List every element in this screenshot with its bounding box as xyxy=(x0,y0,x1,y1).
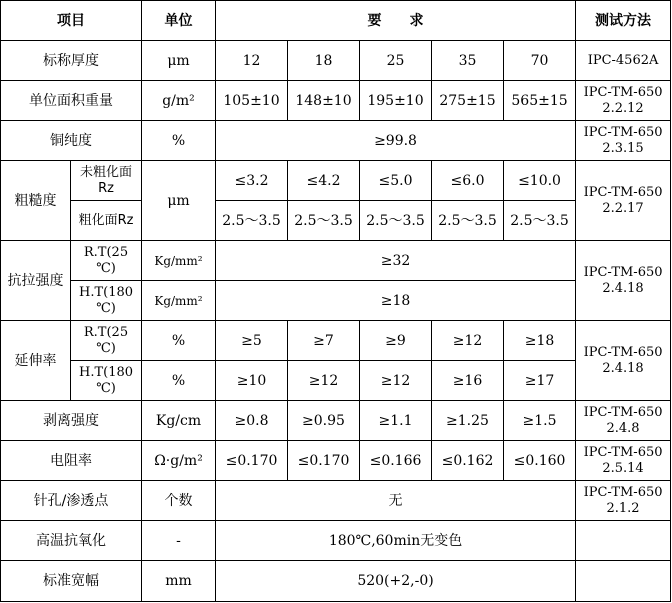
tensile-label: 抗拉强度 xyxy=(1,241,71,321)
oxidation-method xyxy=(576,521,671,561)
peel-value: ≥1.25 xyxy=(432,401,504,441)
table-row xyxy=(1,561,671,602)
area-weight-method: IPC-TM-650 2.2.12 xyxy=(576,81,671,121)
pinhole-value: 无 xyxy=(216,481,576,521)
table-row xyxy=(1,81,671,121)
roughness-treated-value: 2.5～3.5 xyxy=(504,201,576,241)
table-row xyxy=(1,161,671,201)
area-weight-value: 565±15 xyxy=(504,81,576,121)
resistivity-method: IPC-TM-650 2.5.14 xyxy=(576,441,671,481)
tensile-ht-unit: Kg/mm² xyxy=(142,281,216,321)
roughness-treated-label: 粗化面Rz xyxy=(71,201,142,241)
resistivity-label: 电阻率 xyxy=(1,441,142,481)
purity-value: ≥99.8 xyxy=(216,121,576,161)
tensile-method: IPC-TM-650 2.4.18 xyxy=(576,241,671,321)
roughness-treated-value: 2.5～3.5 xyxy=(288,201,360,241)
oxidation-value: 180℃,60min无变色 xyxy=(216,521,576,561)
area-weight-value: 275±15 xyxy=(432,81,504,121)
area-weight-value: 105±10 xyxy=(216,81,288,121)
roughness-method: IPC-TM-650 2.2.17 xyxy=(576,161,671,241)
roughness-treated-value: 2.5～3.5 xyxy=(432,201,504,241)
roughness-untreated-value: ≤4.2 xyxy=(288,161,360,201)
elongation-rt-value: ≥9 xyxy=(360,321,432,361)
resistivity-value: ≤0.166 xyxy=(360,441,432,481)
resistivity-unit: Ω·g/m² xyxy=(142,441,216,481)
table-row xyxy=(1,321,671,361)
header-row xyxy=(1,1,671,41)
table-row xyxy=(1,281,671,321)
resistivity-value: ≤0.170 xyxy=(288,441,360,481)
thickness-value: 18 xyxy=(288,41,360,81)
resistivity-value: ≤0.160 xyxy=(504,441,576,481)
peel-value: ≥1.5 xyxy=(504,401,576,441)
width-unit: mm xyxy=(142,561,216,602)
resistivity-value: ≤0.170 xyxy=(216,441,288,481)
width-label: 标准宽幅 xyxy=(1,561,142,602)
elongation-ht-value: ≥12 xyxy=(288,361,360,401)
resistivity-value: ≤0.162 xyxy=(432,441,504,481)
elongation-ht-value: ≥17 xyxy=(504,361,576,401)
purity-method: IPC-TM-650 2.3.15 xyxy=(576,121,671,161)
purity-label: 铜纯度 xyxy=(1,121,142,161)
oxidation-label: 高温抗氧化 xyxy=(1,521,142,561)
elongation-rt-value: ≥18 xyxy=(504,321,576,361)
elongation-rt-label: R.T(25 ℃) xyxy=(71,321,142,361)
peel-value: ≥1.1 xyxy=(360,401,432,441)
width-value: 520(+2,-0) xyxy=(216,561,576,602)
width-method xyxy=(576,561,671,602)
elongation-label: 延伸率 xyxy=(1,321,71,401)
elongation-ht-value: ≥16 xyxy=(432,361,504,401)
table-row xyxy=(1,481,671,521)
peel-value: ≥0.8 xyxy=(216,401,288,441)
elongation-ht-unit: % xyxy=(142,361,216,401)
table-row xyxy=(1,521,671,561)
tensile-ht-value: ≥18 xyxy=(216,281,576,321)
peel-label: 剥离强度 xyxy=(1,401,142,441)
thickness-value: 70 xyxy=(504,41,576,81)
area-weight-value: 195±10 xyxy=(360,81,432,121)
peel-method: IPC-TM-650 2.4.8 xyxy=(576,401,671,441)
table-row xyxy=(1,441,671,481)
thickness-label: 标称厚度 xyxy=(1,41,142,81)
peel-value: ≥0.95 xyxy=(288,401,360,441)
table-row xyxy=(1,361,671,401)
roughness-untreated-label: 未粗化面 Rz xyxy=(71,161,142,201)
area-weight-label: 单位面积重量 xyxy=(1,81,142,121)
area-weight-unit: g/m² xyxy=(142,81,216,121)
roughness-treated-value: 2.5～3.5 xyxy=(360,201,432,241)
pinhole-unit: 个数 xyxy=(142,481,216,521)
table-row xyxy=(1,241,671,281)
header-item: 项目 xyxy=(1,1,142,41)
thickness-value: 25 xyxy=(360,41,432,81)
elongation-rt-value: ≥5 xyxy=(216,321,288,361)
header-requirement: 要 求 xyxy=(216,1,576,41)
peel-unit: Kg/cm xyxy=(142,401,216,441)
roughness-treated-value: 2.5～3.5 xyxy=(216,201,288,241)
tensile-ht-label: H.T(180 ℃) xyxy=(71,281,142,321)
elongation-method: IPC-TM-650 2.4.18 xyxy=(576,321,671,401)
elongation-ht-value: ≥12 xyxy=(360,361,432,401)
elongation-ht-value: ≥10 xyxy=(216,361,288,401)
roughness-untreated-value: ≤6.0 xyxy=(432,161,504,201)
thickness-method: IPC-4562A xyxy=(576,41,671,81)
table-row xyxy=(1,121,671,161)
tensile-rt-value: ≥32 xyxy=(216,241,576,281)
pinhole-label: 针孔/渗透点 xyxy=(1,481,142,521)
elongation-rt-value: ≥12 xyxy=(432,321,504,361)
tensile-rt-unit: Kg/mm² xyxy=(142,241,216,281)
elongation-rt-value: ≥7 xyxy=(288,321,360,361)
header-method: 测试方法 xyxy=(576,1,671,41)
roughness-untreated-value: ≤5.0 xyxy=(360,161,432,201)
table-row xyxy=(1,401,671,441)
pinhole-method: IPC-TM-650 2.1.2 xyxy=(576,481,671,521)
elongation-rt-unit: % xyxy=(142,321,216,361)
table-row xyxy=(1,201,671,241)
roughness-untreated-value: ≤10.0 xyxy=(504,161,576,201)
thickness-unit: μm xyxy=(142,41,216,81)
area-weight-value: 148±10 xyxy=(288,81,360,121)
elongation-ht-label: H.T(180 ℃) xyxy=(71,361,142,401)
table-row xyxy=(1,41,671,81)
oxidation-unit: - xyxy=(142,521,216,561)
thickness-value: 35 xyxy=(432,41,504,81)
header-unit: 单位 xyxy=(142,1,216,41)
purity-unit: % xyxy=(142,121,216,161)
roughness-untreated-value: ≤3.2 xyxy=(216,161,288,201)
roughness-label: 粗糙度 xyxy=(1,161,71,241)
tensile-rt-label: R.T(25 ℃) xyxy=(71,241,142,281)
roughness-unit: μm xyxy=(142,161,216,241)
thickness-value: 12 xyxy=(216,41,288,81)
